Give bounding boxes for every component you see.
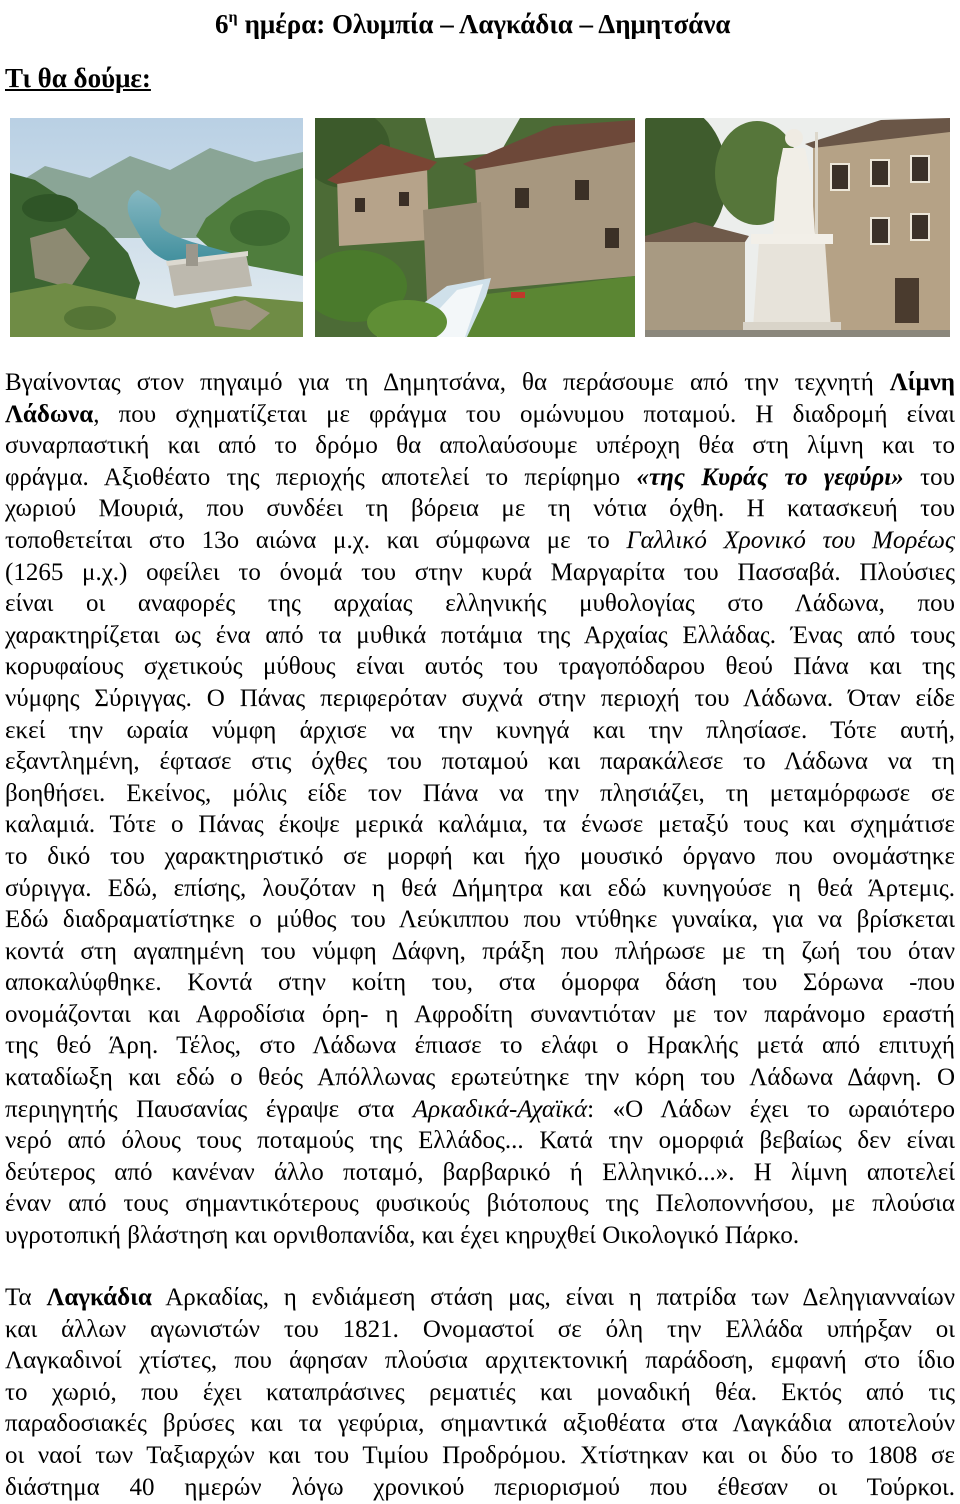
paragraph-line: εκεί την ωραία νύμφη άρχισε να την κυνηγά και την πλησίασε. Τότε αυτή,: [5, 716, 955, 744]
paragraph-line: βοηθήσει. Εκείνος, μόλις είδε τον Πάνα να την πλησιάζει, τη μεταμόρφωσε σε: [5, 779, 955, 807]
window: [831, 164, 849, 190]
pedestal-cap: [751, 234, 833, 244]
paragraph-line: παραδοσιακές βρύσες και τα γεφύρια, σημαντικά αξιοθέατα στα Λαγκάδια αποτελούν: [5, 1410, 955, 1438]
paragraph-line: καταδίωξη και εδώ ο θεός Απόλλωνας ερωτεύτηκε την κόρη του Λάδωνα Δάφνη. Ο: [5, 1064, 955, 1092]
window: [911, 214, 929, 240]
paragraph-line: το χωριό, που έχει καταπράσινες ρεματιές και μοναδική θέα. Εκτός από τις: [5, 1378, 955, 1406]
bold-place-name: Λάδωνα: [5, 400, 94, 428]
paragraph-line: υγροτοπική βλάστηση και ορνιθοπανίδα, και έχει κηρυχθεί Οικολογικό Πάρκο.: [5, 1222, 800, 1250]
paragraph-ladonas: [5, 367, 955, 1252]
line-text: περιηγητής Παυσανίας έγραψε στα: [5, 1095, 413, 1123]
paragraph-line: [5, 399, 955, 431]
paragraph-line: σύριγγα. Εδώ, επίσης, λουζόταν η θεά Δήμητρα και εδώ κυνηγούσε η θεά Άρτεμις.: [5, 874, 955, 902]
paragraph-lagkadia: [5, 1282, 955, 1503]
line-text: : «Ο Λάδων έχει το ωραιότερο: [587, 1095, 956, 1123]
forest-patch: [230, 210, 290, 246]
door: [895, 278, 919, 323]
paragraph-line: νερό από όλους τους ποταμούς της Ελλάδος... Κατά την ομορφιά βεβαίως δεν είναι: [5, 1127, 955, 1155]
photo-watermill-stone-houses: [315, 118, 635, 337]
window: [871, 160, 889, 186]
window: [575, 180, 589, 200]
shrub: [64, 306, 116, 330]
bold-place-name: Λαγκάδια: [46, 1284, 152, 1311]
paragraph-line: έναν από τους σημαντικότερους φυσικούς βιότοπους της Πελοποννήσου, με πλούσια: [5, 1190, 955, 1218]
paragraph-line: της θεό Άρη. Τέλος, στο Λάδωνα έπιασε το ελάφι ο Ηρακλής μετά από επιτυχή: [5, 1032, 955, 1060]
paragraph-line: διάστημα 40 ημερών λόγω χρονικού περιορισμού που έθεσαν οι Τούρκοι.: [5, 1473, 955, 1501]
paragraph-line: (1265 μ.χ.) οφείλει το όνομά του στην κυρά Μαργαρίτα του Πασσαβά. Πλούσιες: [5, 558, 955, 586]
itinerary-route: ημέρα: Ολυμπία – Λαγκάδια – Δημητσάνα: [244, 9, 731, 39]
paragraph-line: νύμφης Σύριγγας. Ο Πάνας περιφερόταν συχνά στην περιοχή του Λάδωνα. Όταν είδε: [5, 684, 955, 712]
paragraph-line: εξαντλημένη, έφτασε στις όχθες του ποταμού και παρακάλεσε το Λάδωνα να τη: [5, 748, 955, 776]
paragraph-line: κοντά στη αγαπημένη του νύμφη Δάφνη, πράξη που πλήρωσε με τη ζωή του όταν: [5, 937, 955, 965]
paragraph-line: [5, 1094, 955, 1126]
paragraph-line: χωριού Μουριά, που συνδέει τη βόρεια με τη νότια όχθη. Η κατασκευή του: [5, 495, 955, 523]
paragraph-line: [5, 462, 955, 494]
photo-lake-dam: [10, 118, 303, 337]
paragraph-line: ονομάζονται και Αφροδίσια όρη- η Αφροδίτη συναντιόταν με τον παράνομο εραστή: [5, 1000, 955, 1028]
line-text: Αρκαδίας, η ενδιάμεση στάση μας, είναι η πατρίδα των Δεληγιανναίων: [151, 1284, 955, 1311]
paragraph-line: οι ναοί των Ταξιαρχών και του Τιμίου Προδρόμου. Χτίστηκαν και οι δύο το 1808 σε: [5, 1441, 955, 1469]
forest-patch: [22, 194, 78, 222]
red-object: [511, 292, 525, 298]
italic-work-title: Αρκαδικά-Αχαϊκά: [412, 1095, 588, 1123]
window: [399, 192, 409, 206]
statue-staff: [815, 132, 818, 234]
bold-italic-landmark: «της Κυράς το γεφύρι»: [636, 463, 904, 491]
line-text: Βγαίνοντας στον πηγαιμό για τη Δημητσάνα, θα περάσουμε από την τεχνητή: [5, 369, 890, 396]
paragraph-line: χαρακτηρίζεται ως ένα από τα μυθικά ποτάμια της Αρχαίας Ελλάδας. Ένας από τους: [5, 621, 955, 649]
line-text: φράγμα. Αξιοθέατο της περιοχής αποτελεί το περίφημο: [5, 463, 637, 491]
day-number: 6: [215, 9, 229, 39]
ground: [645, 330, 950, 337]
paragraph-line: αποκαλύφθηκε. Κοντά στην κοίτη του, στα όμορφα δάση του Σόρωνα -που: [5, 969, 955, 997]
dam-tower: [186, 244, 198, 266]
pedestal: [753, 242, 831, 328]
window: [911, 156, 929, 182]
statue-head: [785, 129, 803, 147]
line-text: τοποθετείται στο 13ο αιώνα μ.χ. και σύμφωνα με το: [5, 526, 627, 554]
italic-work-title: Γαλλικό Χρονικό του Μορέως: [626, 526, 955, 554]
paragraph-line: και άλλων αγωνιστών του 1821. Ονομαστοί σε όλη την Ελλάδα υπήρξαν οι: [5, 1315, 955, 1343]
paragraph-line: κορυφαίους σχετικούς μύθους είναι αυτός του τραγοπόδαρου θεού Πάνα και της: [5, 653, 955, 681]
line-text: Τα: [5, 1284, 47, 1311]
window: [871, 218, 889, 244]
window: [355, 198, 365, 212]
paragraph-line: δεύτερος από κανέναν άλλο ποταμό, βαρβαρικό ή Ελληνικό...». Η λίμνη αποτελεί: [5, 1158, 955, 1186]
paragraph-line: είναι οι αναφορές της αρχαίας ελληνικής μυθολογίας στο Λάδωνα, που: [5, 590, 955, 618]
page-title: [215, 0, 731, 42]
paragraph-line: [5, 525, 955, 557]
paragraph-line: [5, 1282, 955, 1314]
section-heading: Τι θα δούμε:: [5, 63, 151, 93]
paragraph-line: καλαμιά. Τότε ο Πάνας έκοψε μερικά καλάμια, τα ένωσε μεταξύ τους και σχημάτισε: [5, 811, 955, 839]
paragraph-line: το δικό του χαρακτηριστικό σε μορφή και ήχο μουσικό όργανο που ονομάστηκε: [5, 842, 955, 870]
paragraph-line: Εδώ διαδραματίστηκε ο μύθος του Λεύκιππου που ντύθηκε γυναίκα, για να βρίσκεται: [5, 906, 955, 934]
paragraph-line: Λαγκαδινοί χτίστες, που άφησαν πλούσια αρχιτεκτονική παράδοση, εμφανή στο ίδιο: [5, 1347, 955, 1375]
photo-statue-square: [645, 118, 950, 337]
paragraph-line: [5, 367, 955, 399]
day-ordinal-suffix: η: [228, 9, 238, 26]
paragraph-line: συναρπαστική και από το δρόμο θα απολαύσουμε υπέροχη θέα στη λίμνη και το: [5, 432, 955, 460]
line-text: , που σχηματίζεται με φράγμα του ομώνυμου ποταμού. Η διαδρομή είναι: [93, 400, 955, 428]
window: [515, 188, 529, 208]
bold-place-name: Λίμνη: [889, 369, 955, 396]
line-text: του: [903, 463, 955, 491]
window: [605, 228, 619, 248]
left-building: [645, 238, 745, 337]
